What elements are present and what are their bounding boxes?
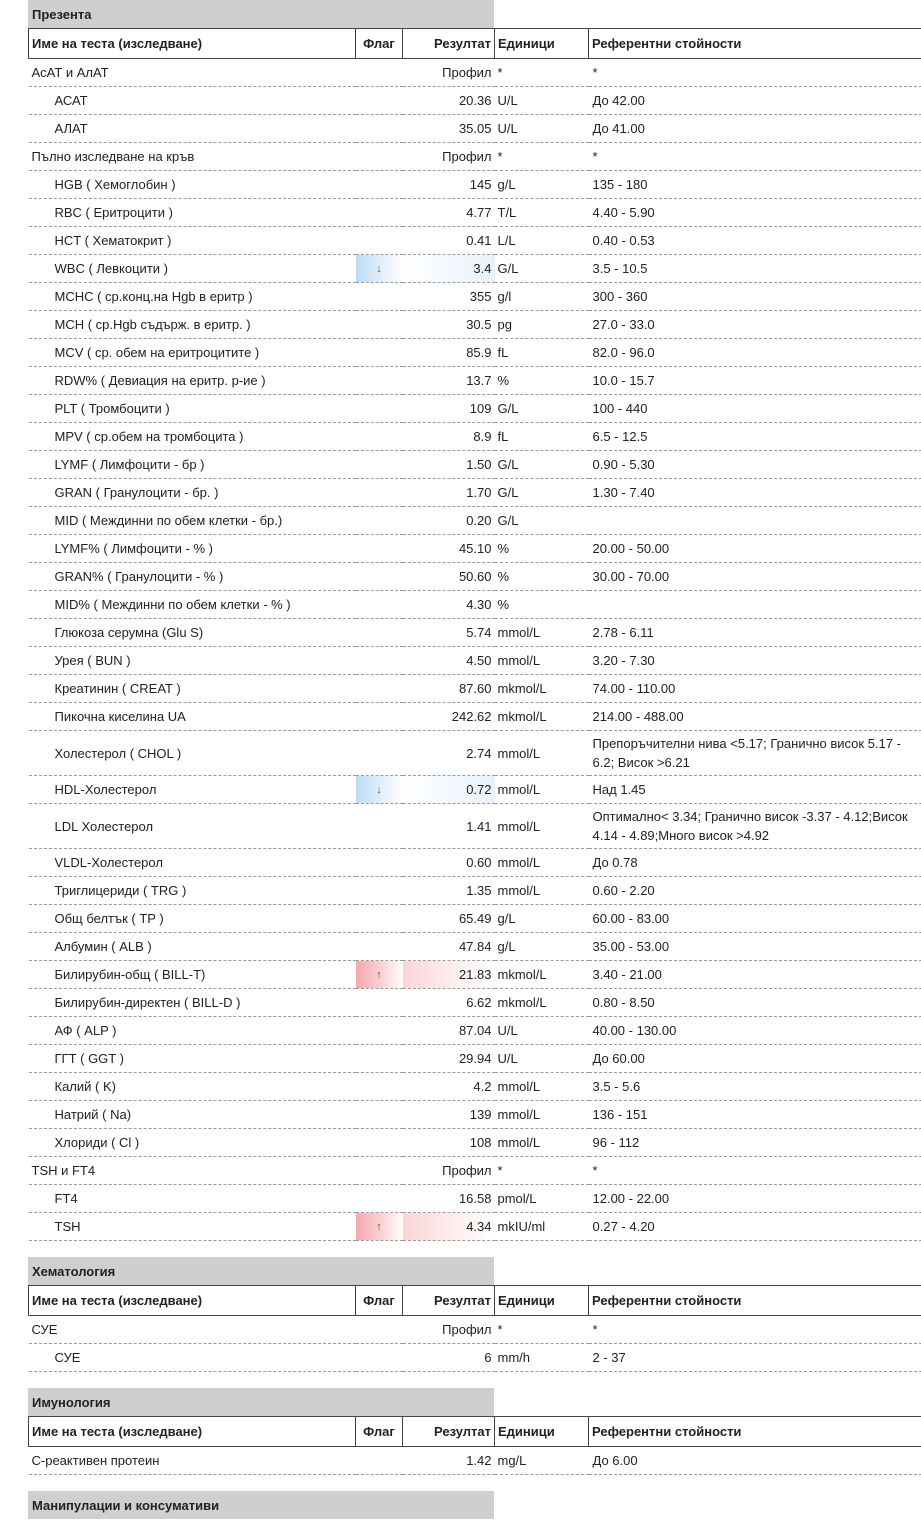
table-row xyxy=(29,283,921,311)
reference-range: * xyxy=(589,1157,921,1185)
flag-cell: ↑ xyxy=(356,961,403,989)
flag-cell xyxy=(356,339,403,367)
result-value: 0.72 xyxy=(403,776,495,804)
result-value: 20.36 xyxy=(403,87,495,115)
test-name: GRAN% ( Гранулоцити - % ) xyxy=(29,563,356,591)
table-row xyxy=(29,423,921,451)
units-value: G/L xyxy=(495,507,589,535)
flag-cell xyxy=(356,804,403,849)
flag-cell xyxy=(356,143,403,171)
table-row xyxy=(29,1017,921,1045)
reference-range: Оптимално< 3.34; Гранично висок -3.37 - 4.12;Висок 4.14 - 4.89;Много висок >4.92 xyxy=(589,804,921,849)
reference-range: 6.5 - 12.5 xyxy=(589,423,921,451)
reference-range: До 0.78 xyxy=(589,849,921,877)
units-value: mmol/L xyxy=(495,647,589,675)
flag-cell xyxy=(356,199,403,227)
reference-range: 1.30 - 7.40 xyxy=(589,479,921,507)
result-value: 355 xyxy=(403,283,495,311)
result-value: Профил xyxy=(403,1316,495,1344)
test-name: АФ ( ALP ) xyxy=(29,1017,356,1045)
header-result: Резултат xyxy=(403,29,495,59)
test-name: Глюкоза серумна (Glu S) xyxy=(29,619,356,647)
units-value: mmol/L xyxy=(495,1073,589,1101)
units-value: * xyxy=(495,1157,589,1185)
reference-range: 27.0 - 33.0 xyxy=(589,311,921,339)
units-value: pmol/L xyxy=(495,1185,589,1213)
result-value: 47.84 xyxy=(403,933,495,961)
flag-cell xyxy=(356,1157,403,1185)
reference-range: Препоръчителни нива <5.17; Гранично висок 5.17 - 6.2; Висок >6.21 xyxy=(589,731,921,776)
flag-cell: ↑ xyxy=(356,1213,403,1241)
flag-cell xyxy=(356,703,403,731)
units-value: g/L xyxy=(495,905,589,933)
result-value: 29.94 xyxy=(403,1045,495,1073)
units-value: G/L xyxy=(495,395,589,423)
units-value: G/L xyxy=(495,479,589,507)
reference-range: 100 - 440 xyxy=(589,395,921,423)
flag-cell xyxy=(356,311,403,339)
result-value: 4.77 xyxy=(403,199,495,227)
table-row xyxy=(29,227,921,255)
table-row xyxy=(29,339,921,367)
test-name: VLDL-Холестерол xyxy=(29,849,356,877)
test-name: Пълно изследване на кръв xyxy=(29,143,356,171)
units-value: mmol/L xyxy=(495,731,589,776)
table-row xyxy=(29,1073,921,1101)
result-value: 8.9 xyxy=(403,423,495,451)
flag-cell xyxy=(356,933,403,961)
table-row xyxy=(29,479,921,507)
reference-range: 3.40 - 21.00 xyxy=(589,961,921,989)
result-value: 1.70 xyxy=(403,479,495,507)
reference-range: 0.80 - 8.50 xyxy=(589,989,921,1017)
result-value: 0.20 xyxy=(403,507,495,535)
flag-cell xyxy=(356,591,403,619)
flag-cell xyxy=(356,1447,403,1475)
result-value: Профил xyxy=(403,1157,495,1185)
flag-cell xyxy=(356,115,403,143)
table-row xyxy=(29,703,921,731)
flag-cell xyxy=(356,905,403,933)
test-name: АЛАТ xyxy=(29,115,356,143)
units-value: mkmol/L xyxy=(495,703,589,731)
table-row xyxy=(29,961,921,989)
result-value: 139 xyxy=(403,1101,495,1129)
result-value: 45.10 xyxy=(403,535,495,563)
reference-range: 35.00 - 53.00 xyxy=(589,933,921,961)
reference-range: 10.0 - 15.7 xyxy=(589,367,921,395)
table-header-row xyxy=(29,29,921,59)
flag-cell xyxy=(356,619,403,647)
test-name: Пикочна киселина UA xyxy=(29,703,356,731)
result-value: 65.49 xyxy=(403,905,495,933)
table-row xyxy=(29,1045,921,1073)
units-value: U/L xyxy=(495,1045,589,1073)
section-title: Манипулации и консумативи xyxy=(28,1491,494,1519)
reference-range: 60.00 - 83.00 xyxy=(589,905,921,933)
units-value: g/l xyxy=(495,283,589,311)
test-name: MPV ( ср.обем на тромбоцита ) xyxy=(29,423,356,451)
units-value: % xyxy=(495,367,589,395)
table-row xyxy=(29,877,921,905)
table-row xyxy=(29,849,921,877)
units-value: fL xyxy=(495,423,589,451)
units-value: % xyxy=(495,591,589,619)
flag-cell xyxy=(356,535,403,563)
reference-range: 20.00 - 50.00 xyxy=(589,535,921,563)
result-value: 1.42 xyxy=(403,1447,495,1475)
result-value: 21.83 xyxy=(403,961,495,989)
result-value: 85.9 xyxy=(403,339,495,367)
reference-range: 2.78 - 6.11 xyxy=(589,619,921,647)
flag-cell xyxy=(356,171,403,199)
test-name: PLT ( Тромбоцити ) xyxy=(29,395,356,423)
result-value: 1.41 xyxy=(403,804,495,849)
table-row xyxy=(29,507,921,535)
table-row xyxy=(29,1316,921,1344)
flag-cell: ↓ xyxy=(356,255,403,283)
units-value: mkmol/L xyxy=(495,675,589,703)
result-value: 87.04 xyxy=(403,1017,495,1045)
table-row xyxy=(29,1447,921,1475)
result-value: 4.50 xyxy=(403,647,495,675)
header-units: Единици xyxy=(495,29,589,59)
test-name: Албумин ( ALB ) xyxy=(29,933,356,961)
header-name: Име на теста (изследване) xyxy=(29,29,356,59)
test-name: Общ белтък ( TP ) xyxy=(29,905,356,933)
test-name: RDW% ( Девиация на еритр. р-ие ) xyxy=(29,367,356,395)
test-name: MID% ( Междинни по обем клетки - % ) xyxy=(29,591,356,619)
reference-range: 3.20 - 7.30 xyxy=(589,647,921,675)
reference-range: 82.0 - 96.0 xyxy=(589,339,921,367)
table-row xyxy=(29,311,921,339)
flag-cell xyxy=(356,367,403,395)
reference-range: 3.5 - 10.5 xyxy=(589,255,921,283)
result-value: 6.62 xyxy=(403,989,495,1017)
header-result: Резултат xyxy=(403,1417,495,1447)
units-value: * xyxy=(495,59,589,87)
reference-range: До 42.00 xyxy=(589,87,921,115)
units-value: U/L xyxy=(495,115,589,143)
reference-range: 40.00 - 130.00 xyxy=(589,1017,921,1045)
test-name: СУЕ xyxy=(29,1316,356,1344)
section-spacer xyxy=(0,1372,921,1388)
table-row xyxy=(29,1185,921,1213)
test-name: HGB ( Хемоглобин ) xyxy=(29,171,356,199)
test-name: Билирубин-директен ( BILL-D ) xyxy=(29,989,356,1017)
units-value: * xyxy=(495,1316,589,1344)
units-value: mmol/L xyxy=(495,1129,589,1157)
test-name: Билирубин-общ ( BILL-T) xyxy=(29,961,356,989)
units-value: mm/h xyxy=(495,1344,589,1372)
test-name: LYMF% ( Лимфоцити - % ) xyxy=(29,535,356,563)
table-row xyxy=(29,59,921,87)
units-value: g/L xyxy=(495,933,589,961)
test-name: LDL Холестерол xyxy=(29,804,356,849)
reference-range: 96 - 112 xyxy=(589,1129,921,1157)
result-value: 87.60 xyxy=(403,675,495,703)
test-name: Натрий ( Na) xyxy=(29,1101,356,1129)
units-value: L/L xyxy=(495,227,589,255)
table-header-row xyxy=(29,1417,921,1447)
table-row xyxy=(29,989,921,1017)
reference-range xyxy=(589,591,921,619)
header-ref: Референтни стойности xyxy=(589,29,921,59)
result-value: 0.41 xyxy=(403,227,495,255)
reference-range: 2 - 37 xyxy=(589,1344,921,1372)
test-name: HDL-Холестерол xyxy=(29,776,356,804)
header-units: Единици xyxy=(495,1417,589,1447)
table-row xyxy=(29,1344,921,1372)
table-row xyxy=(29,905,921,933)
result-value: 1.35 xyxy=(403,877,495,905)
reference-range: Над 1.45 xyxy=(589,776,921,804)
flag-cell xyxy=(356,731,403,776)
result-value: 30.5 xyxy=(403,311,495,339)
reference-range: 74.00 - 110.00 xyxy=(589,675,921,703)
units-value: mg/L xyxy=(495,1447,589,1475)
flag-cell xyxy=(356,1185,403,1213)
result-value: 4.30 xyxy=(403,591,495,619)
units-value: T/L xyxy=(495,199,589,227)
table-row xyxy=(29,255,921,283)
flag-cell xyxy=(356,989,403,1017)
table-row xyxy=(29,1129,921,1157)
reference-range: * xyxy=(589,143,921,171)
table-row xyxy=(29,1101,921,1129)
test-name: Хлориди ( Cl ) xyxy=(29,1129,356,1157)
result-value: Профил xyxy=(403,59,495,87)
table-row xyxy=(29,1157,921,1185)
results-table xyxy=(28,1285,921,1372)
result-value: 109 xyxy=(403,395,495,423)
table-row xyxy=(29,171,921,199)
test-name: MCH ( ср.Hgb съдърж. в еритр. ) xyxy=(29,311,356,339)
reference-range: 136 - 151 xyxy=(589,1101,921,1129)
table-row xyxy=(29,933,921,961)
test-name: MID ( Междинни по обем клетки - бр.) xyxy=(29,507,356,535)
test-name: С-реактивен протеин xyxy=(29,1447,356,1475)
result-value: 1.50 xyxy=(403,451,495,479)
flag-cell xyxy=(356,563,403,591)
flag-cell xyxy=(356,87,403,115)
result-value: 50.60 xyxy=(403,563,495,591)
units-value: U/L xyxy=(495,1017,589,1045)
table-row xyxy=(29,451,921,479)
test-name: MCHC ( ср.конц.на Hgb в еритр ) xyxy=(29,283,356,311)
result-value: 16.58 xyxy=(403,1185,495,1213)
units-value: * xyxy=(495,143,589,171)
result-value: 4.2 xyxy=(403,1073,495,1101)
section-1 xyxy=(0,1257,921,1372)
table-row xyxy=(29,619,921,647)
reference-range: 300 - 360 xyxy=(589,283,921,311)
flag-cell xyxy=(356,647,403,675)
header-flag: Флаг xyxy=(356,29,403,59)
flag-cell xyxy=(356,1129,403,1157)
flag-cell: ↓ xyxy=(356,776,403,804)
table-row xyxy=(29,731,921,776)
reference-range xyxy=(589,507,921,535)
table-row xyxy=(29,1213,921,1241)
section-title: Презента xyxy=(28,0,494,28)
table-row xyxy=(29,143,921,171)
header-ref: Референтни стойности xyxy=(589,1417,921,1447)
table-row xyxy=(29,87,921,115)
result-value: 6 xyxy=(403,1344,495,1372)
units-value: mmol/L xyxy=(495,804,589,849)
header-units: Единици xyxy=(495,1286,589,1316)
result-value: 3.4 xyxy=(403,255,495,283)
test-name: HCT ( Хематокрит ) xyxy=(29,227,356,255)
test-name: Холестерол ( CHOL ) xyxy=(29,731,356,776)
header-name: Име на теста (изследване) xyxy=(29,1417,356,1447)
table-row xyxy=(29,675,921,703)
reference-range: 0.90 - 5.30 xyxy=(589,451,921,479)
reference-range: 3.5 - 5.6 xyxy=(589,1073,921,1101)
test-name: ГГТ ( GGT ) xyxy=(29,1045,356,1073)
result-value: 145 xyxy=(403,171,495,199)
units-value: mkIU/ml xyxy=(495,1213,589,1241)
test-name: GRAN ( Гранулоцити - бр. ) xyxy=(29,479,356,507)
reference-range: 0.27 - 4.20 xyxy=(589,1213,921,1241)
units-value: fL xyxy=(495,339,589,367)
result-value: 5.74 xyxy=(403,619,495,647)
test-name: TSH xyxy=(29,1213,356,1241)
units-value: pg xyxy=(495,311,589,339)
reference-range: До 41.00 xyxy=(589,115,921,143)
table-row xyxy=(29,395,921,423)
reference-range: 4.40 - 5.90 xyxy=(589,199,921,227)
table-row xyxy=(29,367,921,395)
result-value: 108 xyxy=(403,1129,495,1157)
flag-cell xyxy=(356,1101,403,1129)
table-row xyxy=(29,647,921,675)
table-row xyxy=(29,563,921,591)
result-value: 2.74 xyxy=(403,731,495,776)
flag-cell xyxy=(356,1344,403,1372)
test-name: Триглицериди ( TRG ) xyxy=(29,877,356,905)
flag-cell xyxy=(356,1045,403,1073)
units-value: % xyxy=(495,535,589,563)
units-value: mmol/L xyxy=(495,1101,589,1129)
test-name: Урея ( BUN ) xyxy=(29,647,356,675)
flag-cell xyxy=(356,451,403,479)
reference-range: 12.00 - 22.00 xyxy=(589,1185,921,1213)
units-value: % xyxy=(495,563,589,591)
table-row xyxy=(29,199,921,227)
header-ref: Референтни стойности xyxy=(589,1286,921,1316)
test-name: Калий ( K) xyxy=(29,1073,356,1101)
reference-range: 214.00 - 488.00 xyxy=(589,703,921,731)
units-value: mmol/L xyxy=(495,877,589,905)
header-name: Име на теста (изследване) xyxy=(29,1286,356,1316)
table-row xyxy=(29,591,921,619)
section-3 xyxy=(0,1491,921,1519)
table-row xyxy=(29,535,921,563)
units-value: G/L xyxy=(495,255,589,283)
test-name: FT4 xyxy=(29,1185,356,1213)
result-value: 0.60 xyxy=(403,849,495,877)
reference-range: До 60.00 xyxy=(589,1045,921,1073)
flag-cell xyxy=(356,1316,403,1344)
test-name: АсАТ и АлАТ xyxy=(29,59,356,87)
flag-cell xyxy=(356,675,403,703)
header-flag: Флаг xyxy=(356,1417,403,1447)
result-value: Профил xyxy=(403,143,495,171)
results-table xyxy=(28,28,921,1241)
header-flag: Флаг xyxy=(356,1286,403,1316)
flag-cell xyxy=(356,59,403,87)
test-name: RBC ( Еритроцити ) xyxy=(29,199,356,227)
section-title: Хематология xyxy=(28,1257,494,1285)
units-value: mkmol/L xyxy=(495,989,589,1017)
results-table xyxy=(28,1416,921,1475)
flag-cell xyxy=(356,849,403,877)
reference-range: 30.00 - 70.00 xyxy=(589,563,921,591)
result-value: 35.05 xyxy=(403,115,495,143)
section-spacer xyxy=(0,1475,921,1491)
test-name: WBC ( Левкоцити ) xyxy=(29,255,356,283)
table-header-row xyxy=(29,1286,921,1316)
section-title: Имунология xyxy=(28,1388,494,1416)
table-row xyxy=(29,776,921,804)
result-value: 13.7 xyxy=(403,367,495,395)
units-value: g/L xyxy=(495,171,589,199)
test-name: АСАТ xyxy=(29,87,356,115)
reference-range: * xyxy=(589,1316,921,1344)
section-spacer xyxy=(0,1241,921,1257)
units-value: G/L xyxy=(495,451,589,479)
flag-cell xyxy=(356,1073,403,1101)
test-name: MCV ( ср. обем на еритроцитите ) xyxy=(29,339,356,367)
flag-cell xyxy=(356,1017,403,1045)
test-name: LYMF ( Лимфоцити - бр ) xyxy=(29,451,356,479)
flag-cell xyxy=(356,877,403,905)
test-name: TSH и FT4 xyxy=(29,1157,356,1185)
flag-cell xyxy=(356,423,403,451)
units-value: U/L xyxy=(495,87,589,115)
table-row xyxy=(29,804,921,849)
reference-range: 0.40 - 0.53 xyxy=(589,227,921,255)
reference-range: * xyxy=(589,59,921,87)
units-value: mmol/L xyxy=(495,776,589,804)
result-value: 242.62 xyxy=(403,703,495,731)
reference-range: 135 - 180 xyxy=(589,171,921,199)
test-name: Креатинин ( CREAT ) xyxy=(29,675,356,703)
table-row xyxy=(29,115,921,143)
flag-cell xyxy=(356,283,403,311)
units-value: mmol/L xyxy=(495,849,589,877)
units-value: mmol/L xyxy=(495,619,589,647)
reference-range: До 6.00 xyxy=(589,1447,921,1475)
result-value: 4.34 xyxy=(403,1213,495,1241)
flag-cell xyxy=(356,479,403,507)
units-value: mkmol/L xyxy=(495,961,589,989)
reference-range: 0.60 - 2.20 xyxy=(589,877,921,905)
section-2 xyxy=(0,1388,921,1475)
flag-cell xyxy=(356,227,403,255)
header-result: Резултат xyxy=(403,1286,495,1316)
test-name: СУЕ xyxy=(29,1344,356,1372)
flag-cell xyxy=(356,507,403,535)
flag-cell xyxy=(356,395,403,423)
